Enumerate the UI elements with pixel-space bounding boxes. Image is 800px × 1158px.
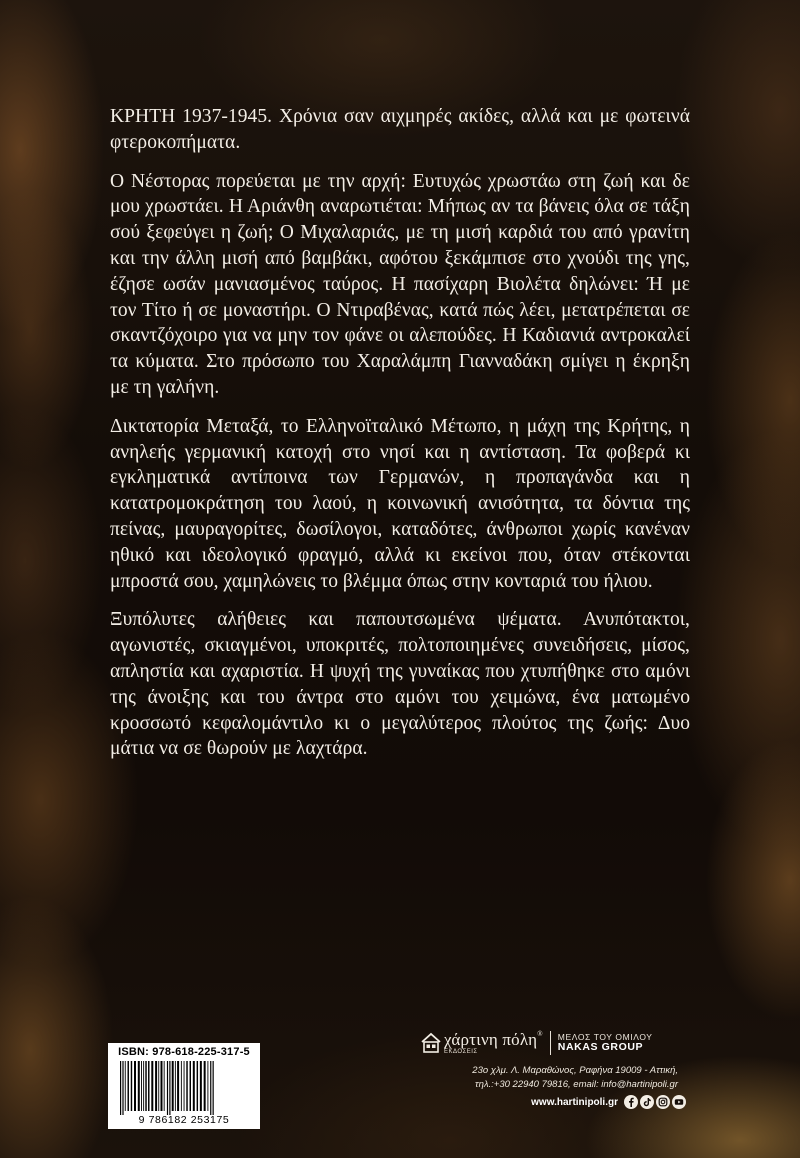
address-line: 23ο χλμ. Λ. Μαραθώνος, Ραφήνα 19009 - Αττική,: [472, 1065, 678, 1076]
website-link[interactable]: www.hartinipoli.gr: [531, 1096, 618, 1108]
facebook-icon[interactable]: [624, 1095, 638, 1109]
publisher-subtitle: ΕΚΔΟΣΕΙΣ: [444, 1049, 478, 1055]
barcode-digits: 9 786182 253175: [138, 1114, 230, 1126]
web-row: [420, 1095, 690, 1109]
group-name: NAKAS GROUP: [557, 1040, 644, 1053]
logo-divider: [550, 1031, 551, 1055]
youtube-icon[interactable]: [672, 1095, 686, 1109]
group-member-label: ΜΕΛΟΣ ΤΟΥ ΟΜΙΛΟΥ: [557, 1031, 653, 1042]
blurb-paragraph: Ο Νέστορας πορεύεται με την αρχή: Ευτυχώς χρωστάω στη ζωή και δε μου χρωστάει. Η Αριάνθη αναρωτιέται: Μήπως αν τα βάνεις όλα σε τάξη σού ξεφεύγει η ζωή; Ο Μιχαλαριάς, με τη μισή καρδιά του από γρανίτη και την άλλη μισή από βαμβάκι, αφότου ξεκάμπισε στο χνούδι της γης, έζησε ωσάν μανιασμένος ταύρος. Η πασίχαρη Βιολέτα δηλώνει: Ή με τον Τίτο ή σε μοναστήρι. Ο Ντιραβένας, κατά πώς λέει, μετατρέπεται σε σκαντζόχοιρο για να μην τον φάνε οι αλεπούδες. Η Καδιανιά αντροκαλεί τα κύματα. Στο πρόσωπο του Χαραλάμπη Γιανναδάκη σμίγει η έκρηξη με τη γαλήνη.: [110, 170, 690, 398]
instagram-icon[interactable]: [656, 1095, 670, 1109]
publisher-logo-row: [420, 1030, 690, 1056]
blurb-paragraph: Ξυπόλυτες αλήθειες και παπουτσωμένα ψέματα. Ανυπότακτοι, αγωνιστές, σκιαγμένοι, υποκριτές, πολτοποιημένες συνειδήσεις, μίσος, απληστία και αχαριστία. Η ψυχή της γυναίκας που χτυπήθηκε στο αμόνι της άνοιξης και του άντρα στο αμόνι του χειμώνα, ένα ματωμένο κροσσωτό κεφαλομάντιλο κι ο μεγαλύτερος πλούτος της ζωής: Δυο μάτια να σε θωρούν με λαχτάρα.: [110, 609, 690, 760]
barcode-bars: [116, 1061, 252, 1115]
house-logo-icon: [420, 1032, 442, 1054]
group-block: [558, 1033, 653, 1054]
back-cover-blurb: [110, 104, 690, 775]
tiktok-icon[interactable]: [640, 1095, 654, 1109]
publisher-brand: [444, 1031, 543, 1055]
blurb-paragraph: Δικτατορία Μεταξά, το Ελληνοϊταλικό Μέτωπο, η μάχη της Κρήτης, η ανηλεής γερμανική κατοχή στο νησί και η αντίσταση. Τα φοβερά κι εγκληματικά αντίποινα των Γερμανών, η προπαγάνδα και η κατατρομοκράτηση του λαού, η κοινωνική ανισότητα, τα δόντια της πείνας, μαυραγορίτες, δωσίλογοι, καταδότες, άνθρωποι χωρίς κανέναν ηθικό και ιδεολογικό φραγμό, αλλά κι εκείνοι που, όταν στέκονται μπροστά σου, χαμηλώνεις το βλέμμα όπως στην κονταριά του ήλιου.: [110, 415, 690, 592]
publisher-name: χάρτινη πόλη®: [444, 1030, 543, 1049]
contact-line: τηλ.:+30 22940 79816, email: info@hartinipoli.gr: [475, 1078, 678, 1090]
isbn-label: ISBN: 978-618-225-317-5: [118, 1046, 250, 1058]
blurb-paragraph: ΚΡΗΤΗ 1937-1945. Χρόνια σαν αιχμηρές ακίδες, αλλά και με φωτεινά φτεροκοπήματα.: [110, 106, 690, 153]
publisher-block: [420, 1030, 690, 1109]
isbn-barcode: [108, 1043, 260, 1129]
publisher-address: [420, 1064, 690, 1091]
